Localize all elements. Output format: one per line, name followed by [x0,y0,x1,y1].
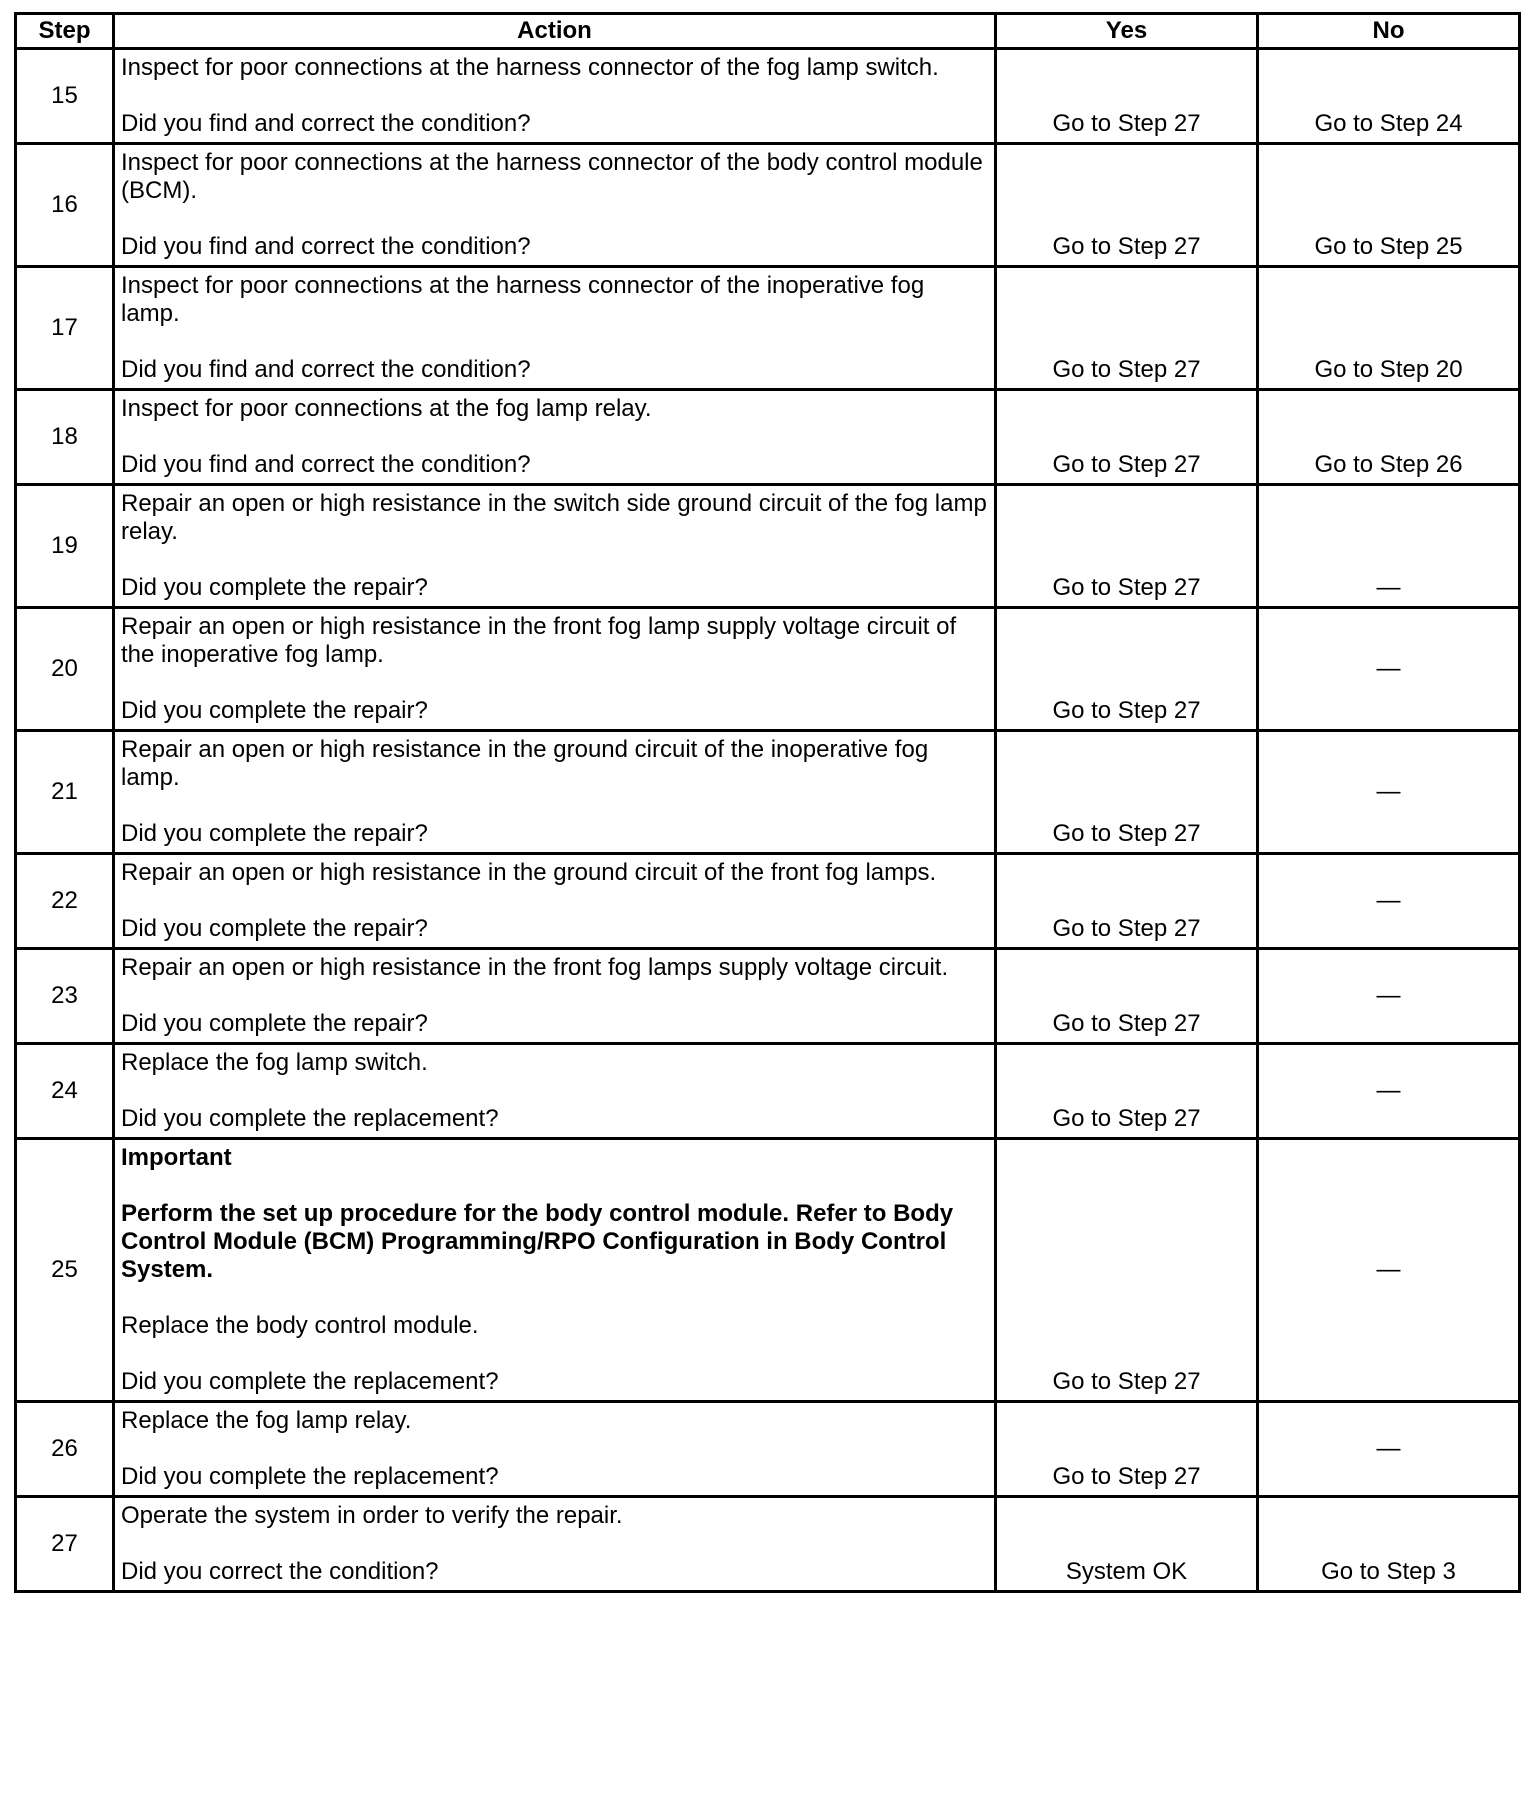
step-number: 20 [16,608,114,731]
step-number: 27 [16,1497,114,1592]
action-text: Did you complete the replacement? [121,1463,499,1490]
no-result: — [1258,949,1520,1044]
table-row [16,949,1520,1044]
action-cell [114,1402,996,1497]
yes-result: Go to Step 27 [996,144,1258,267]
action-text: Inspect for poor connections at the fog lamp relay. [121,395,652,422]
step-number: 15 [16,49,114,144]
action-text: Did you find and correct the condition? [121,451,531,478]
action-text: Repair an open or high resistance in the front fog lamps supply voltage circuit. [121,954,949,981]
header-no: No [1258,14,1520,49]
yes-result: Go to Step 27 [996,608,1258,731]
action-cell [114,267,996,390]
header-row [16,14,1520,49]
step-number: 19 [16,485,114,608]
no-result: — [1258,731,1520,854]
table-row [16,49,1520,144]
action-important-text: Perform the set up procedure for the body control module. Refer to Body Control Module (BCM) Programming/RPO Configuration in Body Control System. [121,1200,954,1283]
action-text: Repair an open or high resistance in the ground circuit of the inoperative fog lamp. [121,736,929,791]
header-yes: Yes [996,14,1258,49]
table-row [16,1402,1520,1497]
action-text: Did you complete the repair? [121,1010,428,1037]
step-number: 18 [16,390,114,485]
step-number: 21 [16,731,114,854]
action-cell [114,608,996,731]
action-cell [114,1139,996,1402]
step-number: 17 [16,267,114,390]
no-result: — [1258,1139,1520,1402]
action-cell [114,731,996,854]
action-text: Inspect for poor connections at the harness connector of the body control module (BCM). [121,149,983,204]
no-result: — [1258,854,1520,949]
table-row [16,390,1520,485]
yes-result: Go to Step 27 [996,731,1258,854]
action-text: Did you complete the repair? [121,697,428,724]
table-header [16,14,1520,49]
no-result: Go to Step 3 [1258,1497,1520,1592]
action-cell [114,1497,996,1592]
action-text: Inspect for poor connections at the harness connector of the fog lamp switch. [121,54,939,81]
action-text: Replace the fog lamp relay. [121,1407,412,1434]
diagnostic-steps-table [14,12,1521,1593]
no-result: Go to Step 24 [1258,49,1520,144]
step-number: 22 [16,854,114,949]
no-result: Go to Step 20 [1258,267,1520,390]
action-cell [114,1044,996,1139]
action-text: Inspect for poor connections at the harness connector of the inoperative fog lamp. [121,272,925,327]
header-action: Action [114,14,996,49]
action-important-text: Important [121,1144,232,1171]
yes-result: Go to Step 27 [996,49,1258,144]
yes-result: Go to Step 27 [996,1139,1258,1402]
action-text: Did you find and correct the condition? [121,356,531,383]
action-text: Did you find and correct the condition? [121,110,531,137]
yes-result: Go to Step 27 [996,949,1258,1044]
table-row [16,854,1520,949]
action-cell [114,390,996,485]
action-cell [114,144,996,267]
action-text: Repair an open or high resistance in the ground circuit of the front fog lamps. [121,859,937,886]
action-text: Did you find and correct the condition? [121,233,531,260]
action-cell [114,949,996,1044]
step-number: 16 [16,144,114,267]
table-row [16,267,1520,390]
action-text: Did you complete the repair? [121,915,428,942]
yes-result: Go to Step 27 [996,485,1258,608]
yes-result: Go to Step 27 [996,390,1258,485]
table-body [16,49,1520,1592]
no-result: — [1258,608,1520,731]
table-row [16,485,1520,608]
action-text: Did you complete the repair? [121,820,428,847]
table-row [16,144,1520,267]
yes-result: Go to Step 27 [996,1044,1258,1139]
yes-result: Go to Step 27 [996,1402,1258,1497]
table-row [16,1139,1520,1402]
header-step: Step [16,14,114,49]
step-number: 25 [16,1139,114,1402]
no-result: Go to Step 25 [1258,144,1520,267]
step-number: 26 [16,1402,114,1497]
action-text: Repair an open or high resistance in the switch side ground circuit of the fog lamp relay. [121,490,987,545]
step-number: 24 [16,1044,114,1139]
action-cell [114,854,996,949]
action-text: Replace the fog lamp switch. [121,1049,428,1076]
table-row [16,1044,1520,1139]
action-text: Did you complete the replacement? [121,1105,499,1132]
action-text: Did you correct the condition? [121,1558,439,1585]
action-text: Did you complete the replacement? [121,1368,499,1395]
action-text: Repair an open or high resistance in the front fog lamp supply voltage circuit of the inoperative fog lamp. [121,613,957,668]
yes-result: Go to Step 27 [996,267,1258,390]
table-row [16,731,1520,854]
yes-result: Go to Step 27 [996,854,1258,949]
no-result: — [1258,485,1520,608]
no-result: — [1258,1044,1520,1139]
action-cell [114,49,996,144]
table-row [16,1497,1520,1592]
action-text: Did you complete the repair? [121,574,428,601]
yes-result: System OK [996,1497,1258,1592]
table-row [16,608,1520,731]
diagnostic-table-document [14,12,1520,1593]
step-number: 23 [16,949,114,1044]
no-result: Go to Step 26 [1258,390,1520,485]
action-text: Replace the body control module. [121,1312,479,1339]
action-cell [114,485,996,608]
action-text: Operate the system in order to verify the repair. [121,1502,623,1529]
no-result: — [1258,1402,1520,1497]
